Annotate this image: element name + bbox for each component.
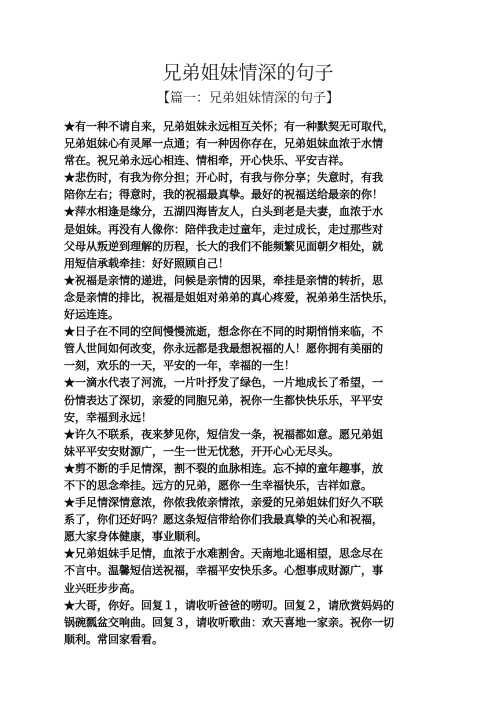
body-text-line: 份情表达了深切，亲爱的同胞兄弟，祝你一生都快快乐乐，平平安 <box>64 393 383 407</box>
body-text-line: ★祝福是亲情的递进，问候是亲情的因果，牵挂是亲情的转折，思 <box>64 273 383 287</box>
body-text-line: 管人世间如何改变，你永远都是我最想祝福的人！愿你拥有美丽的 <box>64 342 383 356</box>
body-text-line: ★大哥，你好。回复１，请收听爸爸的唠叨。回复２，请欣赏妈妈的 <box>64 598 394 612</box>
body-text-line: 陪你左右；得意时，我的祝福最真挚。最好的祝福送给最亲的你！ <box>64 188 383 202</box>
body-text-line: ★剪不断的手足情深，割不裂的血脉相连。忘不掉的童年趣事，放 <box>64 461 383 475</box>
body-text-line: 妹平平安安财源广，一生一世无忧愁，开开心心无尽头。 <box>64 444 339 458</box>
body-text-line: 安，幸福到永远！ <box>64 410 152 424</box>
body-text-line: ★许久不联系，夜来梦见你，短信发一条，祝福都如意。愿兄弟姐 <box>64 427 383 441</box>
body-text-line: 用短信承载牵挂：好好照顾自己！ <box>64 256 229 270</box>
body-text-line: 兄弟姐妹心有灵犀一点通；有一种因你存在，兄弟姐妹血浓于水情 <box>64 137 383 151</box>
body-text-line: 锅碗瓢盆交响曲。回复３，请收听歌曲：欢天喜地一家亲。祝你一切 <box>64 615 394 629</box>
body-text-line: ★兄弟姐妹手足情，血浓于水难割舍。天南地北遥相望，思念尽在 <box>64 547 383 561</box>
body-text-line: ★一滴水代表了河流，一片叶抒发了绿色，一片地成长了希望，一 <box>64 376 383 390</box>
body-text-line: ★日子在不同的空间慢慢流逝，想念你在不同的时期悄悄来临，不 <box>64 325 383 339</box>
document-title: 兄弟姐妹情深的句子 <box>162 62 334 84</box>
body-text-line: 一刻，欢乐的一天，平安的一年，幸福的一生！ <box>64 359 295 373</box>
body-text-line: 是姐妹。再没有人像你：陪伴我走过童年，走过成长，走过那些对 <box>64 222 383 236</box>
body-text-line: 父母从叛逆到理解的历程，长大的我们不能频繁见面朝夕相处，就 <box>64 239 383 253</box>
body-text-line: 常在。祝兄弟永远心相连、情相牵，开心快乐、平安吉祥。 <box>64 154 350 168</box>
body-text-line: ★手足情深情意浓，你侬我侬亲情浓，亲爱的兄弟姐妹们好久不联 <box>64 496 383 510</box>
body-text-line: 系了，你们还好吗？愿这条短信带给你们我最真挚的关心和祝福， <box>64 513 383 527</box>
body-text-line: 好运连连。 <box>64 308 119 322</box>
body-text-line: 不言中。温馨短信送祝福，幸福平安快乐多。心想事成财源广，事 <box>64 564 383 578</box>
body-text-line: 不下的思念牵挂。远方的兄弟，愿你一生幸福快乐，吉祥如意。 <box>64 478 372 492</box>
document-body <box>64 118 436 648</box>
body-text-line: ★悲伤时，有我为你分担；开心时，有我与你分享；失意时，有我 <box>64 171 383 185</box>
body-text-line: 顺利。常回家看看。 <box>64 632 163 646</box>
body-text-line: 念是亲情的排比，祝福是姐姐对弟弟的真心疼爱，祝弟弟生活快乐， <box>64 290 394 304</box>
body-text-line: 愿大家身体健康，事业顺利。 <box>64 530 207 544</box>
body-text-line: ★有一种不请自来，兄弟姐妹永远相互关怀；有一种默契无可取代， <box>64 120 394 133</box>
body-text-line: ★萍水相逢是缘分，五湖四海皆友人，白头到老是夫妻，血浓于水 <box>64 205 383 219</box>
document-subtitle: 【篇一：兄弟姐妹情深的句子】 <box>156 91 339 106</box>
body-text-line: 业兴旺步步高。 <box>64 581 141 595</box>
